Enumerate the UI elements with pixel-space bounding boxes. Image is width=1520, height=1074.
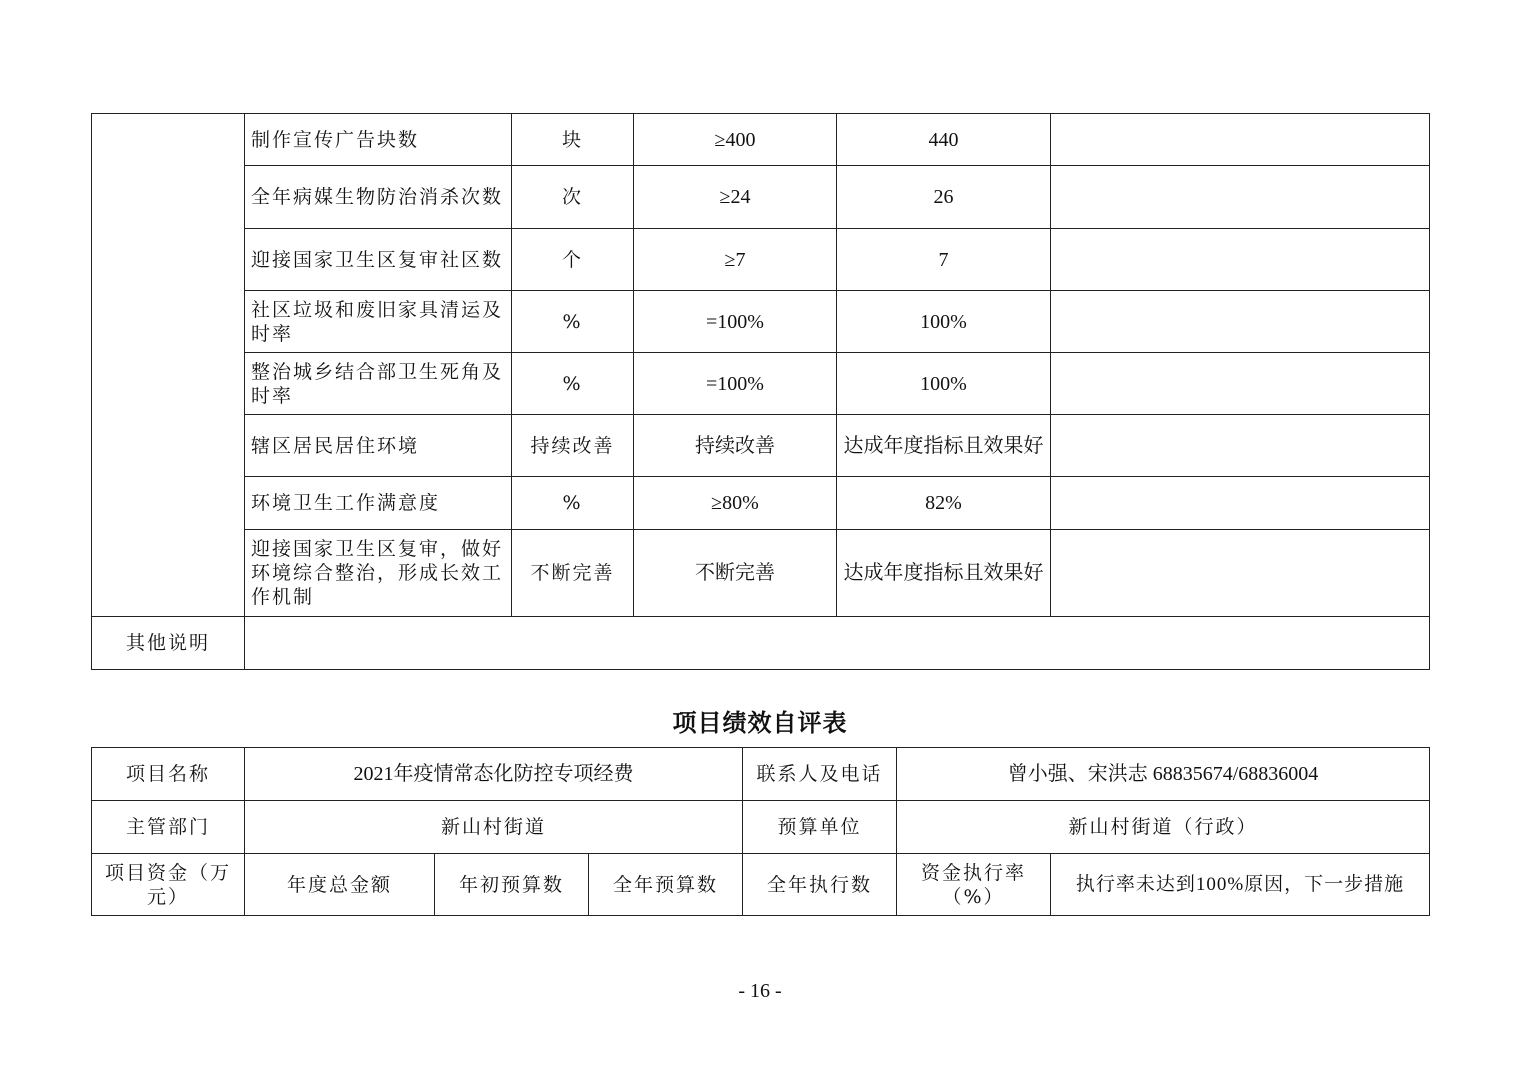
- indicator-name: 环境卫生工作满意度: [245, 477, 512, 530]
- indicator-name: 制作宣传广告块数: [245, 114, 512, 166]
- funds-header-reason: 执行率未达到100%原因，下一步措施: [1051, 854, 1430, 916]
- indicator-actual: 26: [837, 166, 1051, 229]
- indicator-name: 整治城乡结合部卫生死角及时率: [245, 353, 512, 415]
- indicator-actual: 100%: [837, 353, 1051, 415]
- project-name-value: 2021年疫情常态化防控专项经费: [245, 748, 743, 801]
- funds-header-executed: 全年执行数: [743, 854, 897, 916]
- indicator-target: =100%: [634, 291, 837, 353]
- indicator-target: =100%: [634, 353, 837, 415]
- form-title: 项目绩效自评表: [672, 709, 848, 737]
- contact-label: 联系人及电话: [743, 748, 897, 801]
- contact-value: 曾小强、宋洪志 68835674/68836004: [897, 748, 1430, 801]
- indicator-name: 辖区居民居住环境: [245, 415, 512, 477]
- indicator-target: ≥80%: [634, 477, 837, 530]
- indicator-actual: 达成年度指标且效果好: [837, 530, 1051, 617]
- indicator-row: [92, 229, 1430, 291]
- funds-header-annual-budget: 全年预算数: [589, 854, 743, 916]
- funds-row: [92, 854, 1430, 916]
- indicator-name: 社区垃圾和废旧家具清运及时率: [245, 291, 512, 353]
- indicator-row: [92, 530, 1430, 617]
- indicator-note: [1051, 477, 1430, 530]
- other-notes-row: [92, 617, 1430, 670]
- indicator-note: [1051, 114, 1430, 166]
- indicator-unit: 持续改善: [512, 415, 634, 477]
- funds-header-total: 年度总金额: [245, 854, 435, 916]
- project-info-table: [91, 747, 1430, 916]
- funds-header-initial: 年初预算数: [435, 854, 589, 916]
- indicator-unit: 不断完善: [512, 530, 634, 617]
- indicator-unit: 个: [512, 229, 634, 291]
- indicator-unit: %: [512, 291, 634, 353]
- indicator-actual: 82%: [837, 477, 1051, 530]
- indicator-category-cell: [92, 114, 245, 617]
- indicator-name: 迎接国家卫生区复审，做好环境综合整治，形成长效工作机制: [245, 530, 512, 617]
- indicator-table: [91, 113, 1430, 670]
- indicator-row: [92, 477, 1430, 530]
- indicator-name: 迎接国家卫生区复审社区数: [245, 229, 512, 291]
- other-notes-value: [245, 617, 1430, 670]
- dept-row: [92, 801, 1430, 854]
- indicator-target: ≥7: [634, 229, 837, 291]
- indicator-actual: 达成年度指标且效果好: [837, 415, 1051, 477]
- indicator-note: [1051, 229, 1430, 291]
- funds-label: 项目资金（万元）: [92, 854, 245, 916]
- indicator-actual: 100%: [837, 291, 1051, 353]
- other-notes-label: 其他说明: [92, 617, 245, 670]
- indicator-note: [1051, 166, 1430, 229]
- project-name-label: 项目名称: [92, 748, 245, 801]
- indicator-unit: 块: [512, 114, 634, 166]
- indicator-target: ≥24: [634, 166, 837, 229]
- indicator-unit: %: [512, 353, 634, 415]
- indicator-note: [1051, 353, 1430, 415]
- indicator-row: [92, 353, 1430, 415]
- indicator-row: [92, 166, 1430, 229]
- indicator-unit: 次: [512, 166, 634, 229]
- indicator-unit: %: [512, 477, 634, 530]
- indicator-target: ≥400: [634, 114, 837, 166]
- indicator-row: [92, 291, 1430, 353]
- indicator-row: [92, 415, 1430, 477]
- indicator-row: [92, 114, 1430, 166]
- indicator-target: 不断完善: [634, 530, 837, 617]
- indicator-actual: 440: [837, 114, 1051, 166]
- indicator-target: 持续改善: [634, 415, 837, 477]
- indicator-name: 全年病媒生物防治消杀次数: [245, 166, 512, 229]
- budget-unit-label: 预算单位: [743, 801, 897, 854]
- funds-header-rate: 资金执行率（%）: [897, 854, 1051, 916]
- indicator-actual: 7: [837, 229, 1051, 291]
- dept-value: 新山村街道: [245, 801, 743, 854]
- indicator-note: [1051, 530, 1430, 617]
- indicator-note: [1051, 415, 1430, 477]
- dept-label: 主管部门: [92, 801, 245, 854]
- indicator-note: [1051, 291, 1430, 353]
- page-number: - 16 -: [738, 980, 782, 1002]
- budget-unit-value: 新山村街道（行政）: [897, 801, 1430, 854]
- project-name-row: [92, 748, 1430, 801]
